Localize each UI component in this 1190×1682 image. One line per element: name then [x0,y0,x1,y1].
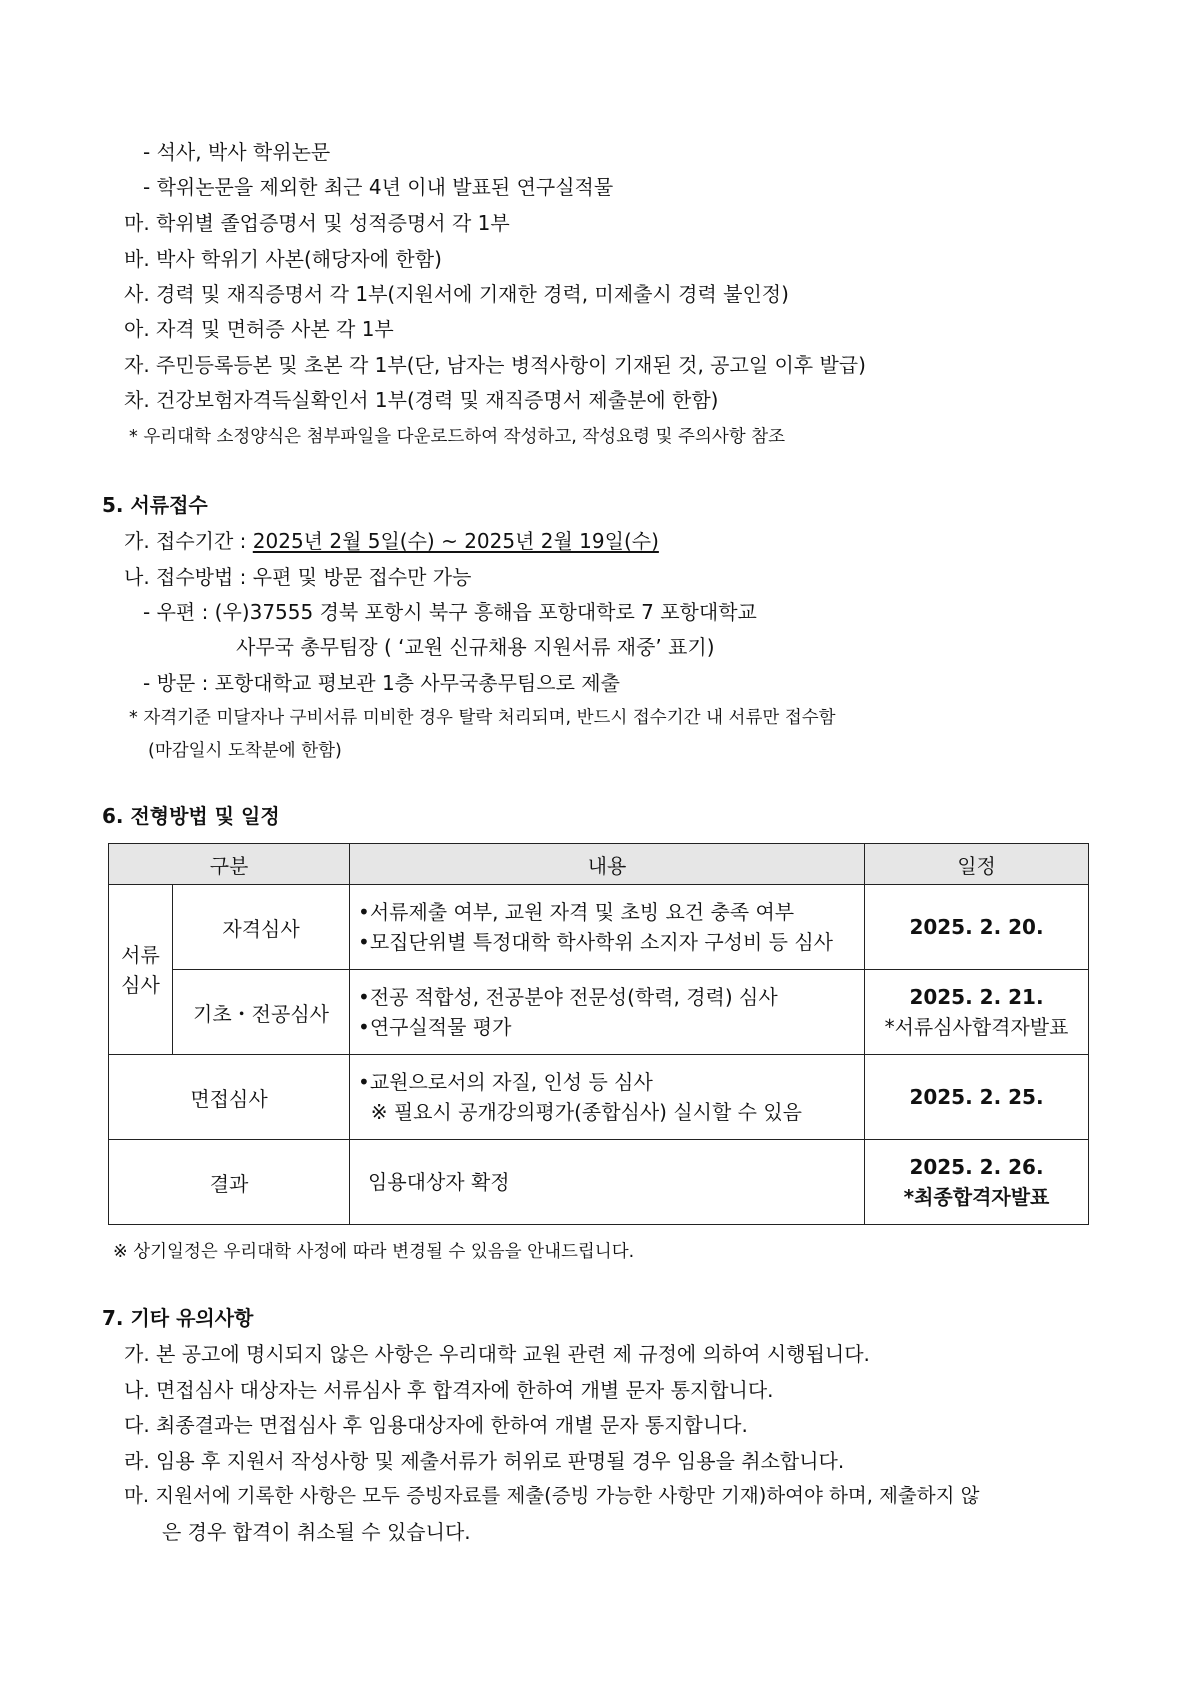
row-label: 자격심사 [173,885,350,970]
row-content [350,885,865,970]
row-label: 기초・전공심사 [173,970,350,1055]
section6-note: ※ 상기일정은 우리대학 사정에 따라 변경될 수 있음을 안내드립니다. [113,1242,635,1262]
content-line: 임용대상자 확정 [368,1170,510,1194]
content-line: ※ 필요시 공개강의평가(종합심사) 실시할 수 있음 [358,1100,802,1124]
section5-period [124,528,659,554]
table-row [109,885,1089,970]
group-label-line2: 심사 [121,972,160,997]
content-line: •전공 적합성, 전공분야 전문성(학력, 경력) 심사 [358,985,778,1009]
section7-item-ma-line2: 은 경우 합격이 취소될 수 있습니다. [162,1520,471,1544]
content-line: •서류제출 여부, 교원 자격 및 초빙 요건 충족 여부 [358,900,795,924]
period-value: 2025년 2월 5일(수) ~ 2025년 2월 19일(수) [252,529,659,553]
period-label: 가. 접수기간 : [124,529,253,553]
date-note: *서류심사합격자발표 [884,1015,1069,1039]
section5-note-line2: (마감일시 도착분에 한함) [148,741,342,761]
date-value: 2025. 2. 25. [909,1085,1044,1109]
row-content [350,970,865,1055]
section5-mail-line1: - 우편 : (우)37555 경북 포항시 북구 흥해읍 포항대학로 7 포항대학교 [143,600,757,624]
section7-item-ga: 가. 본 공고에 명시되지 않은 사항은 우리대학 교원 관련 제 규정에 의하여 시행됩니다. [124,1342,870,1366]
docs-sub-item-research: - 학위논문을 제외한 최근 4년 이내 발표된 연구실적물 [143,175,614,199]
section5-method: 나. 접수방법 : 우편 및 방문 접수만 가능 [124,565,472,589]
row-date [865,1055,1089,1140]
docs-item-ja: 자. 주민등록등본 및 초본 각 1부(단, 남자는 병적사항이 기재된 것, 공고일 이후 발급) [124,353,866,377]
schedule-table [108,843,1089,1225]
section7-item-na: 나. 면접심사 대상자는 서류심사 후 합격자에 한하여 개별 문자 통지합니다. [124,1378,774,1402]
content-line: •모집단위별 특정대학 학사학위 소지자 구성비 등 심사 [358,930,833,954]
group-label-line1: 서류 [121,942,160,967]
table-header-row [109,844,1089,885]
docs-sub-item-thesis: - 석사, 박사 학위논문 [143,140,331,164]
section6-heading: 6. 전형방법 및 일정 [102,804,280,828]
row-content [350,1055,865,1140]
section5-visit: - 방문 : 포항대학교 평보관 1층 사무국총무팀으로 제출 [143,671,620,695]
date-value: 2025. 2. 20. [909,915,1044,939]
section7-item-ma-line1: 마. 지원서에 기록한 사항은 모두 증빙자료를 제출(증빙 가능한 사항만 기재)하여야 하며, 제출하지 않 [124,1484,980,1507]
docs-item-cha: 차. 건강보험자격득실확인서 1부(경력 및 재직증명서 제출분에 한함) [124,388,719,412]
row-date [865,885,1089,970]
row-label: 결과 [109,1140,350,1225]
docs-note: * 우리대학 소정양식은 첨부파일을 다운로드하여 작성하고, 작성요령 및 주의사항 참조 [129,427,786,447]
table-row [109,1140,1089,1225]
row-date [865,970,1089,1055]
section7-item-da: 다. 최종결과는 면접심사 후 임용대상자에 한하여 개별 문자 통지합니다. [124,1413,748,1437]
content-line: •교원으로서의 자질, 인성 등 심사 [358,1070,653,1094]
docs-item-ba: 바. 박사 학위기 사본(해당자에 한함) [124,247,442,271]
row-label: 면접심사 [109,1055,350,1140]
row-content [350,1140,865,1225]
docs-item-ma: 마. 학위별 졸업증명서 및 성적증명서 각 1부 [124,211,510,235]
date-value: 2025. 2. 21. [909,985,1044,1009]
docs-item-sa: 사. 경력 및 재직증명서 각 1부(지원서에 기재한 경력, 미제출시 경력 불인정) [124,282,789,306]
row-date [865,1140,1089,1225]
section5-heading: 5. 서류접수 [102,493,208,517]
section7-heading: 7. 기타 유의사항 [102,1306,254,1330]
table-row [109,1055,1089,1140]
content-line: •연구실적물 평가 [358,1015,512,1039]
date-value: 2025. 2. 26. [909,1155,1044,1179]
docs-item-a: 아. 자격 및 면허증 사본 각 1부 [124,317,394,341]
header-category: 구분 [109,844,350,885]
date-note: *최종합격자발표 [903,1185,1050,1209]
section7-item-ra: 라. 임용 후 지원서 작성사항 및 제출서류가 허위로 판명될 경우 임용을 취소합니다. [124,1449,845,1473]
header-content: 내용 [350,844,865,885]
group-label-document-review [109,885,173,1055]
header-date: 일정 [865,844,1089,885]
section5-note-line1: * 자격기준 미달자나 구비서류 미비한 경우 탈락 처리되며, 반드시 접수기간 내 서류만 접수함 [129,708,836,728]
section5-mail-line2: 사무국 총무팀장 ( ‘교원 신규채용 지원서류 재중’ 표기) [236,635,715,659]
table-row [109,970,1089,1055]
